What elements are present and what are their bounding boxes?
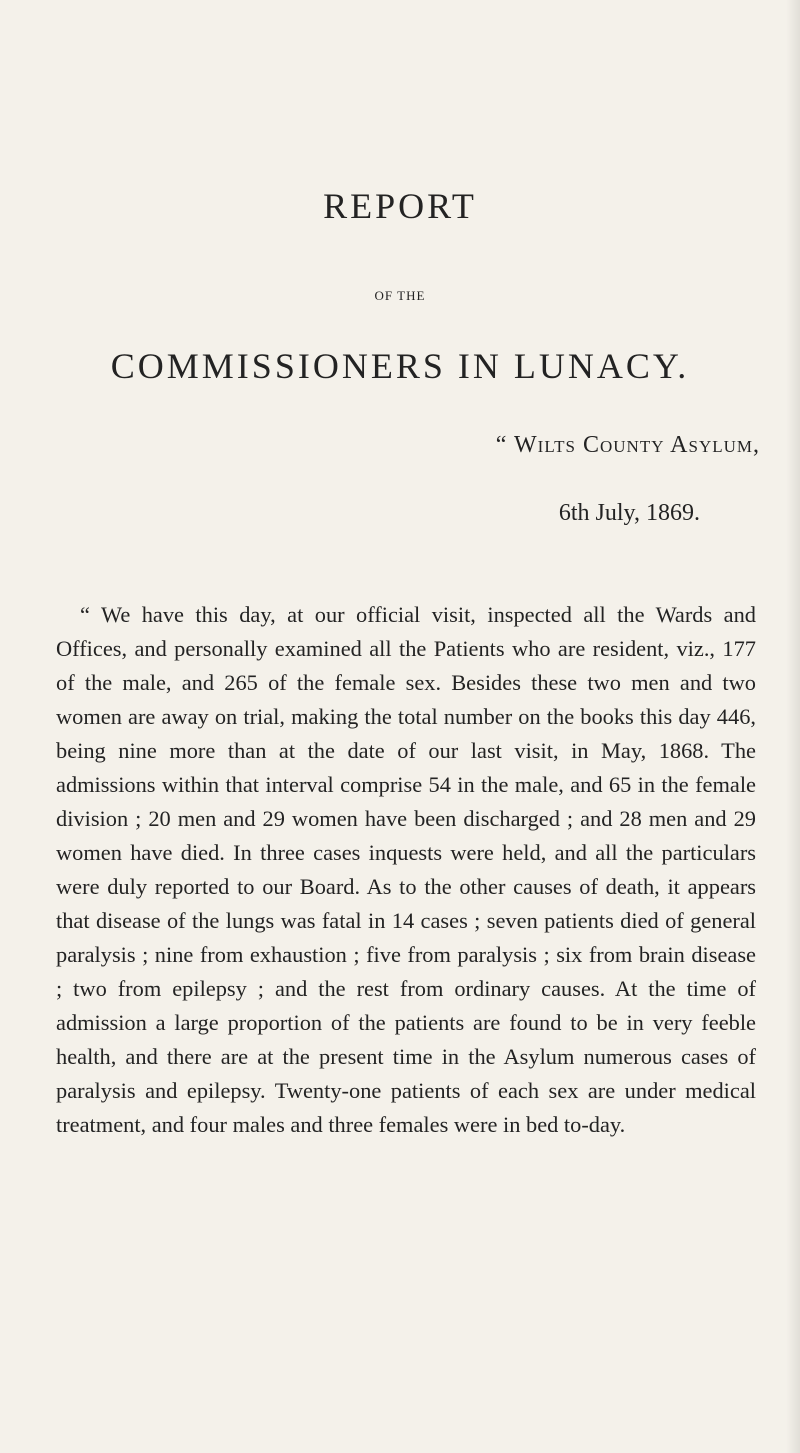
letter-place: “ Wilts County Asylum, xyxy=(495,432,760,458)
page-edge-shadow xyxy=(786,0,800,1453)
letter-date: 6th July, 1869. xyxy=(558,500,700,526)
letter-body-paragraph: “ We have this day, at our official visit, inspected all the Wards and Offices, and personally examined all the Patients who are resident, viz., 177 of the male, and 265 of the female sex. Besides these two men and two women are away on trial, making the total number on the books this day 446, being nine more than at the date of our last visit, in May, 1868. The admissions within that interval comprise 54 in the male, and 65 in the female division ; 20 men and 29 women have been discharged ; and 28 men and 29 women have died. In three cases inquests were held, and all the particulars were duly reported to our Board. As to the other causes of death, it appears that disease of the lungs was fatal in 14 cases ; seven patients died of general paralysis ; nine from exhaustion ; five from paralysis ; six from brain disease ; two from epilepsy ; and the rest from ordinary causes. At the time of admission a large proportion of the patients are found to be in very feeble health, and there are at the present time in the Asylum numerous cases of paralysis and epilepsy. Twenty-one patients of each sex are under medical treatment, and four males and three females were in bed to-day. xyxy=(56,602,756,1137)
report-title: REPORT xyxy=(323,186,477,226)
report-subtitle: COMMISSIONERS IN LUNACY. xyxy=(110,346,690,386)
of-the-line: OF THE xyxy=(374,288,426,303)
